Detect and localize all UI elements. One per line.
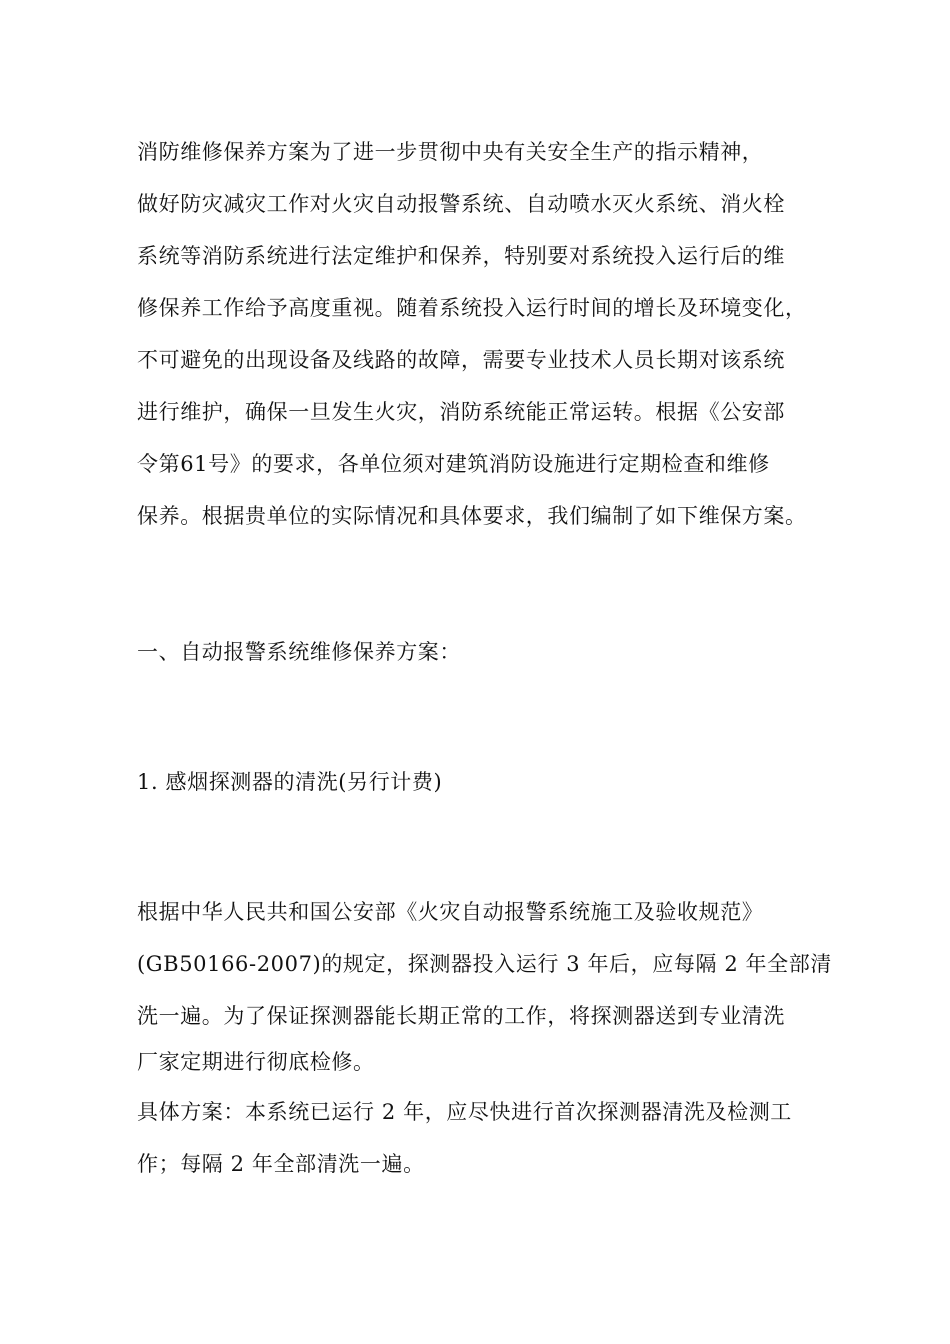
body-line-3: 洗一遍。为了保证探测器能长期正常的工作，将探测器送到专业清洗: [137, 1004, 785, 1028]
body-line-2: (GB50166-2007)的规定，探测器投入运行 3 年后，应每隔 2 年全部清: [137, 952, 832, 976]
intro-line-8: 保养。根据贵单位的实际情况和具体要求，我们编制了如下维保方案。: [137, 504, 807, 528]
intro-line-3: 系统等消防系统进行法定维护和保养，特别要对系统投入运行后的维: [137, 244, 785, 268]
intro-line-1: 消防维修保养方案为了进一步贯彻中央有关安全生产的指示精神，: [137, 140, 764, 164]
intro-line-7: 令第61号》的要求，各单位须对建筑消防设施进行定期检查和维修: [137, 452, 770, 476]
intro-line-4: 修保养工作给予高度重视。随着系统投入运行时间的增长及环境变化，: [137, 296, 807, 320]
intro-line-5: 不可避免的出现设备及线路的故障，需要专业技术人员长期对该系统: [137, 348, 785, 372]
body-line-5: 具体方案：本系统已运行 2 年，应尽快进行首次探测器清洗及检测工: [137, 1100, 792, 1124]
subsection-heading: 1. 感烟探测器的清洗(另行计费): [137, 770, 443, 794]
body-line-4: 厂家定期进行彻底检修。: [137, 1050, 375, 1074]
body-line-6: 作；每隔 2 年全部清洗一遍。: [137, 1152, 425, 1176]
section-heading: 一、自动报警系统维修保养方案：: [137, 640, 461, 664]
body-line-1: 根据中华人民共和国公安部《火灾自动报警系统施工及验收规范》: [137, 900, 764, 924]
intro-line-2: 做好防灾减灾工作对火灾自动报警系统、自动喷水灭火系统、消火栓: [137, 192, 785, 216]
intro-line-6: 进行维护，确保一旦发生火灾，消防系统能正常运转。根据《公安部: [137, 400, 785, 424]
